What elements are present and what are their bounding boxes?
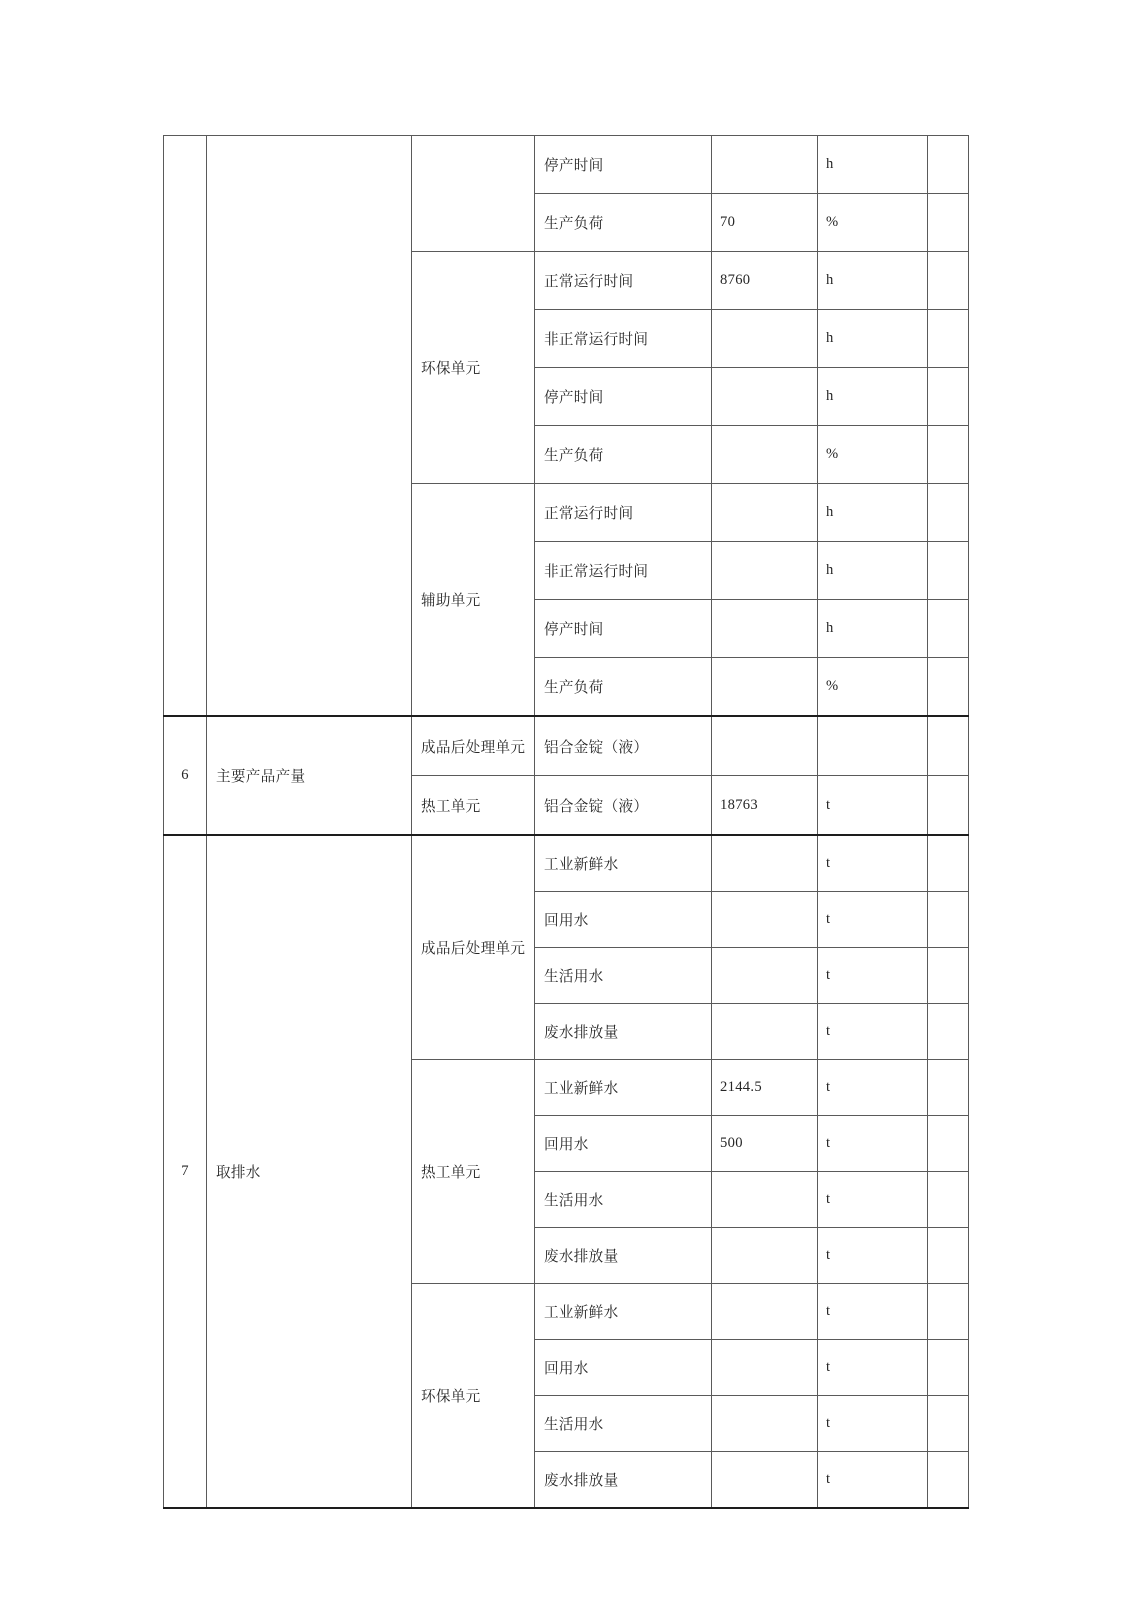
- unit-cell: t: [818, 1004, 928, 1060]
- unit-cell: t: [818, 1060, 928, 1116]
- unit-group-cell: 热工单元: [412, 776, 535, 836]
- item-cell: 正常运行时间: [535, 252, 712, 310]
- item-cell: 废水排放量: [535, 1452, 712, 1509]
- value-cell: [712, 484, 818, 542]
- unit-cell: t: [818, 1172, 928, 1228]
- note-cell: [928, 1284, 969, 1340]
- value-cell: [712, 1340, 818, 1396]
- note-cell: [928, 1116, 969, 1172]
- unit-group-cell: 成品后处理单元: [412, 835, 535, 1060]
- item-cell: 生产负荷: [535, 194, 712, 252]
- item-cell: 生活用水: [535, 1396, 712, 1452]
- item-cell: 生活用水: [535, 1172, 712, 1228]
- category-cell: [207, 136, 412, 717]
- unit-cell: h: [818, 484, 928, 542]
- unit-cell: %: [818, 658, 928, 717]
- note-cell: [928, 658, 969, 717]
- note-cell: [928, 542, 969, 600]
- note-cell: [928, 600, 969, 658]
- unit-cell: t: [818, 1116, 928, 1172]
- unit-group-cell: [412, 136, 535, 252]
- item-cell: 停产时间: [535, 136, 712, 194]
- value-cell: [712, 368, 818, 426]
- item-cell: 废水排放量: [535, 1004, 712, 1060]
- value-cell: [712, 1452, 818, 1509]
- value-cell: [712, 1172, 818, 1228]
- unit-cell: t: [818, 948, 928, 1004]
- unit-cell: t: [818, 1284, 928, 1340]
- item-cell: 生活用水: [535, 948, 712, 1004]
- note-cell: [928, 1060, 969, 1116]
- unit-cell: %: [818, 426, 928, 484]
- item-cell: 工业新鲜水: [535, 835, 712, 892]
- value-cell: 8760: [712, 252, 818, 310]
- unit-cell: t: [818, 1228, 928, 1284]
- note-cell: [928, 892, 969, 948]
- unit-cell: t: [818, 1452, 928, 1509]
- item-cell: 工业新鲜水: [535, 1284, 712, 1340]
- item-cell: 铝合金锭（液）: [535, 716, 712, 776]
- category-cell: 取排水: [207, 835, 412, 1508]
- note-cell: [928, 426, 969, 484]
- table-body: [164, 136, 969, 1509]
- unit-cell: h: [818, 368, 928, 426]
- note-cell: [928, 1172, 969, 1228]
- item-cell: 废水排放量: [535, 1228, 712, 1284]
- item-cell: 回用水: [535, 1116, 712, 1172]
- row-number-cell: 6: [164, 716, 207, 835]
- unit-cell: h: [818, 252, 928, 310]
- value-cell: [712, 542, 818, 600]
- unit-cell: h: [818, 600, 928, 658]
- value-cell: [712, 1004, 818, 1060]
- value-cell: [712, 892, 818, 948]
- note-cell: [928, 776, 969, 836]
- note-cell: [928, 194, 969, 252]
- value-cell: 500: [712, 1116, 818, 1172]
- unit-cell: h: [818, 136, 928, 194]
- unit-group-cell: 成品后处理单元: [412, 716, 535, 776]
- value-cell: [712, 136, 818, 194]
- item-cell: 回用水: [535, 892, 712, 948]
- row-number-cell: 7: [164, 835, 207, 1508]
- item-cell: 铝合金锭（液）: [535, 776, 712, 836]
- unit-cell: t: [818, 776, 928, 836]
- note-cell: [928, 310, 969, 368]
- production-data-table: [163, 135, 969, 1509]
- row-number-cell: [164, 136, 207, 717]
- value-cell: [712, 716, 818, 776]
- value-cell: [712, 310, 818, 368]
- note-cell: [928, 948, 969, 1004]
- value-cell: [712, 835, 818, 892]
- unit-group-cell: 辅助单元: [412, 484, 535, 717]
- item-cell: 工业新鲜水: [535, 1060, 712, 1116]
- unit-cell: %: [818, 194, 928, 252]
- item-cell: 回用水: [535, 1340, 712, 1396]
- item-cell: 停产时间: [535, 600, 712, 658]
- note-cell: [928, 252, 969, 310]
- note-cell: [928, 136, 969, 194]
- unit-cell: h: [818, 542, 928, 600]
- unit-group-cell: 环保单元: [412, 1284, 535, 1509]
- unit-cell: [818, 716, 928, 776]
- item-cell: 生产负荷: [535, 426, 712, 484]
- unit-cell: t: [818, 1396, 928, 1452]
- value-cell: [712, 948, 818, 1004]
- unit-cell: t: [818, 892, 928, 948]
- note-cell: [928, 1340, 969, 1396]
- table-row: [164, 835, 969, 892]
- table-row: [164, 716, 969, 776]
- unit-cell: h: [818, 310, 928, 368]
- note-cell: [928, 1396, 969, 1452]
- note-cell: [928, 716, 969, 776]
- item-cell: 生产负荷: [535, 658, 712, 717]
- note-cell: [928, 1004, 969, 1060]
- value-cell: [712, 658, 818, 717]
- item-cell: 非正常运行时间: [535, 542, 712, 600]
- note-cell: [928, 368, 969, 426]
- note-cell: [928, 484, 969, 542]
- item-cell: 非正常运行时间: [535, 310, 712, 368]
- note-cell: [928, 835, 969, 892]
- value-cell: [712, 1228, 818, 1284]
- table-row: [164, 136, 969, 194]
- value-cell: 18763: [712, 776, 818, 836]
- unit-group-cell: 环保单元: [412, 252, 535, 484]
- value-cell: [712, 600, 818, 658]
- category-cell: 主要产品产量: [207, 716, 412, 835]
- value-cell: 70: [712, 194, 818, 252]
- value-cell: [712, 1284, 818, 1340]
- value-cell: 2144.5: [712, 1060, 818, 1116]
- unit-cell: t: [818, 835, 928, 892]
- unit-cell: t: [818, 1340, 928, 1396]
- value-cell: [712, 426, 818, 484]
- item-cell: 正常运行时间: [535, 484, 712, 542]
- item-cell: 停产时间: [535, 368, 712, 426]
- note-cell: [928, 1452, 969, 1509]
- value-cell: [712, 1396, 818, 1452]
- unit-group-cell: 热工单元: [412, 1060, 535, 1284]
- note-cell: [928, 1228, 969, 1284]
